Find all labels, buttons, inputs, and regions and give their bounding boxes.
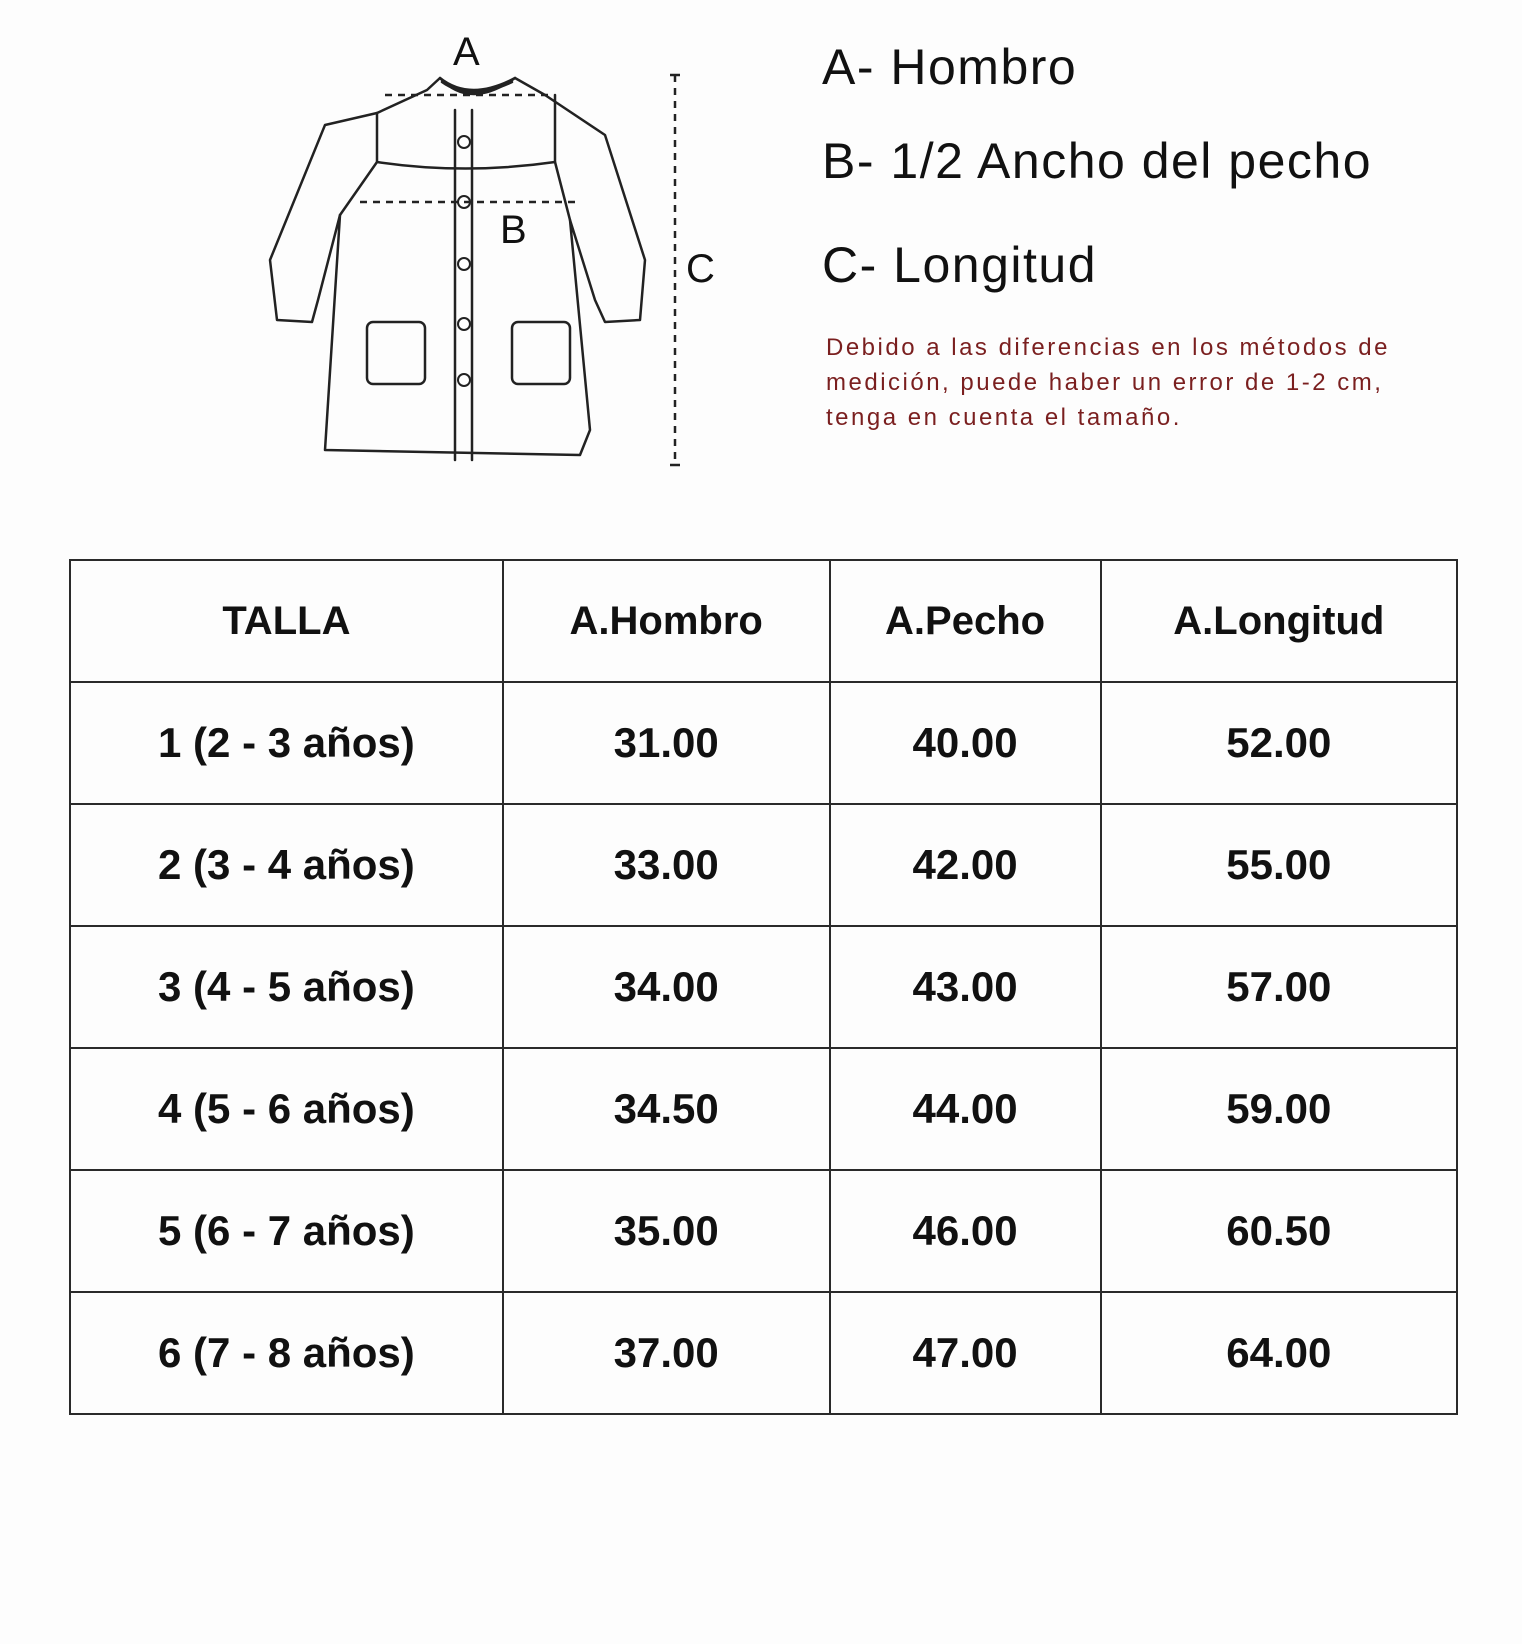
table-row xyxy=(70,1170,1457,1292)
cell-talla: 1 (2 - 3 años) xyxy=(70,682,503,804)
cell-pecho: 47.00 xyxy=(830,1292,1101,1414)
table-row xyxy=(70,804,1457,926)
cell-longitud: 59.00 xyxy=(1101,1048,1457,1170)
yoke-line xyxy=(377,162,555,169)
cell-hombro: 31.00 xyxy=(503,682,830,804)
cell-talla: 2 (3 - 4 años) xyxy=(70,804,503,926)
cell-talla: 6 (7 - 8 años) xyxy=(70,1292,503,1414)
cell-hombro: 34.00 xyxy=(503,926,830,1048)
cell-pecho: 42.00 xyxy=(830,804,1101,926)
pocket-right xyxy=(512,322,570,384)
header-talla: TALLA xyxy=(70,560,503,682)
legend-half-chest: B- 1/2 Ancho del pecho xyxy=(822,133,1373,189)
cell-pecho: 44.00 xyxy=(830,1048,1101,1170)
table-header-row xyxy=(70,560,1457,682)
cell-hombro: 33.00 xyxy=(503,804,830,926)
cell-pecho: 40.00 xyxy=(830,682,1101,804)
table-row xyxy=(70,926,1457,1048)
legend-length: C- Longitud xyxy=(822,237,1097,293)
label-a: A xyxy=(453,30,480,74)
button xyxy=(458,136,470,148)
legend-shoulder: A- Hombro xyxy=(822,39,1078,95)
table-row xyxy=(70,1048,1457,1170)
cell-longitud: 55.00 xyxy=(1101,804,1457,926)
button xyxy=(458,318,470,330)
button xyxy=(458,258,470,270)
table-row xyxy=(70,1292,1457,1414)
cell-pecho: 43.00 xyxy=(830,926,1101,1048)
cell-longitud: 52.00 xyxy=(1101,682,1457,804)
cell-longitud: 64.00 xyxy=(1101,1292,1457,1414)
size-table xyxy=(69,559,1458,1415)
cell-talla: 3 (4 - 5 años) xyxy=(70,926,503,1048)
header-longitud: A.Longitud xyxy=(1101,560,1457,682)
cell-hombro: 34.50 xyxy=(503,1048,830,1170)
label-c: C xyxy=(686,247,715,291)
label-b: B xyxy=(500,208,527,252)
cell-hombro: 37.00 xyxy=(503,1292,830,1414)
cell-talla: 5 (6 - 7 años) xyxy=(70,1170,503,1292)
cell-longitud: 57.00 xyxy=(1101,926,1457,1048)
header-pecho: A.Pecho xyxy=(830,560,1101,682)
header-hombro: A.Hombro xyxy=(503,560,830,682)
cell-hombro: 35.00 xyxy=(503,1170,830,1292)
measurement-note: Debido a las diferencias en los métodos de medición, puede haber un error de 1-2 cm, tenga en cuenta el tamaño. xyxy=(826,334,1390,431)
cell-pecho: 46.00 xyxy=(830,1170,1101,1292)
pocket-left xyxy=(367,322,425,384)
table-row xyxy=(70,682,1457,804)
garment-diagram xyxy=(250,10,770,490)
button xyxy=(458,374,470,386)
cell-longitud: 60.50 xyxy=(1101,1170,1457,1292)
cell-talla: 4 (5 - 6 años) xyxy=(70,1048,503,1170)
